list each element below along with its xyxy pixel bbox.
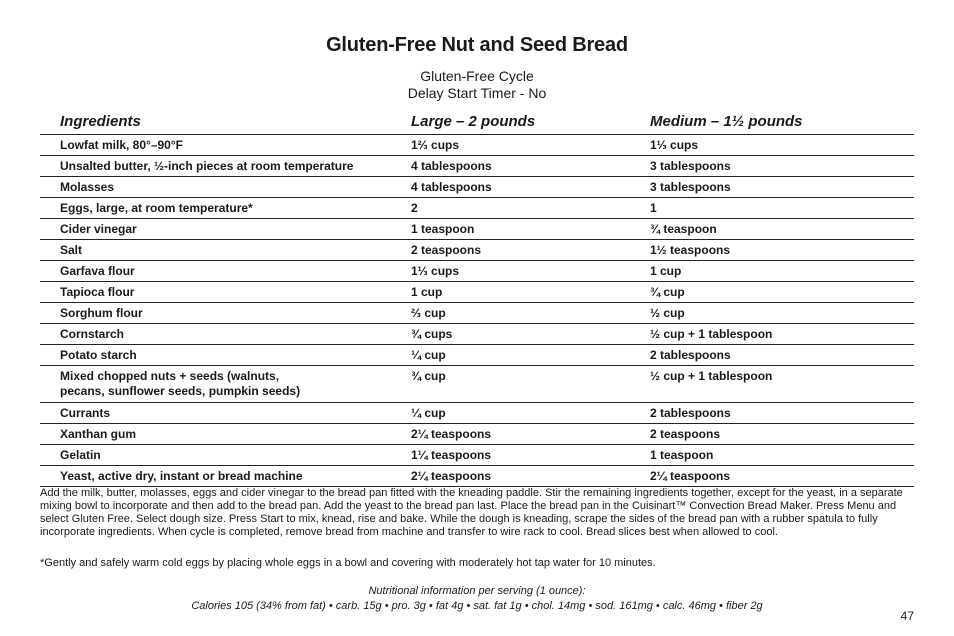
ingredient-cell: Yeast, active dry, instant or bread machine bbox=[60, 469, 303, 483]
medium-amount-cell: 1½ teaspoons bbox=[650, 243, 731, 257]
nutrition-values: Calories 105 (34% from fat) • carb. 15g • pro. 3g • fat 4g • sat. fat 1g • chol. 14mg • sod. 161mg • calc. 46mg • fiber 2g bbox=[191, 600, 763, 612]
ingredient-cell: Eggs, large, at room temperature* bbox=[60, 201, 253, 215]
large-amount-cell: 4 tablespoons bbox=[411, 159, 492, 173]
table-row bbox=[40, 303, 914, 324]
nutrition-info bbox=[0, 584, 954, 614]
large-amount-cell: 2¼ teaspoons bbox=[411, 469, 492, 483]
ingredient-cell: Cider vinegar bbox=[60, 222, 137, 236]
recipe-title: Gluten-Free Nut and Seed Bread bbox=[326, 34, 628, 56]
table-row bbox=[40, 324, 914, 345]
medium-amount-cell: 3 tablespoons bbox=[650, 180, 731, 194]
large-amount-cell: ¼ cup bbox=[411, 348, 446, 362]
medium-amount-cell: 2 tablespoons bbox=[650, 406, 731, 420]
table-header bbox=[40, 110, 914, 135]
ingredient-cell: Cornstarch bbox=[60, 327, 125, 341]
large-amount-cell: 2¼ teaspoons bbox=[411, 427, 492, 441]
large-amount-cell: ¾ cups bbox=[411, 327, 453, 341]
ingredient-line-1: Mixed chopped nuts + seeds (walnuts, bbox=[60, 369, 280, 383]
delay-timer-label: Delay Start Timer - No bbox=[407, 85, 547, 101]
ingredient-cell: Potato starch bbox=[60, 348, 137, 362]
large-amount-cell: ¼ cup bbox=[411, 406, 446, 420]
medium-amount-cell: ¾ teaspoon bbox=[650, 222, 717, 236]
large-amount-cell: ⅔ cup bbox=[411, 306, 446, 320]
ingredient-cell bbox=[60, 369, 400, 399]
medium-amount-cell: ½ cup bbox=[650, 306, 685, 320]
large-amount-cell: 1 cup bbox=[411, 285, 443, 299]
medium-amount-cell: 2 teaspoons bbox=[650, 427, 721, 441]
table-row bbox=[40, 261, 914, 282]
medium-amount-cell: 2¼ teaspoons bbox=[650, 469, 731, 483]
table-row bbox=[40, 198, 914, 219]
table-row bbox=[40, 135, 914, 156]
ingredient-cell: Gelatin bbox=[60, 448, 101, 462]
header-medium: Medium – 1½ pounds bbox=[650, 113, 803, 130]
table-row bbox=[40, 282, 914, 303]
table-row bbox=[40, 445, 914, 466]
table-row bbox=[40, 240, 914, 261]
recipe-subtitle bbox=[0, 68, 954, 102]
ingredients-table bbox=[40, 110, 914, 487]
table-row bbox=[40, 345, 914, 366]
ingredient-line-2: pecans, sunflower seeds, pumpkin seeds) bbox=[60, 384, 301, 398]
large-amount-cell: 2 teaspoons bbox=[411, 243, 482, 257]
table-row bbox=[40, 466, 914, 487]
medium-amount-cell: 1⅓ cups bbox=[650, 138, 699, 152]
table-row bbox=[40, 177, 914, 198]
large-amount-cell: 2 bbox=[411, 201, 418, 215]
ingredient-cell: Xanthan gum bbox=[60, 427, 137, 441]
table-row bbox=[40, 219, 914, 240]
ingredient-cell: Currants bbox=[60, 406, 111, 420]
large-amount-cell: 4 tablespoons bbox=[411, 180, 492, 194]
ingredient-cell: Molasses bbox=[60, 180, 115, 194]
cycle-label: Gluten-Free Cycle bbox=[420, 68, 534, 84]
medium-amount-cell: 1 teaspoon bbox=[650, 448, 714, 462]
table-row bbox=[40, 366, 914, 403]
medium-amount-cell: 1 cup bbox=[650, 264, 682, 278]
page-number: 47 bbox=[900, 609, 914, 623]
ingredient-cell: Garfava flour bbox=[60, 264, 135, 278]
table-row bbox=[40, 424, 914, 445]
instructions-paragraph: Add the milk, butter, molasses, eggs and cider vinegar to the bread pan fitted with the kneading paddle. Stir the remaining ingredients together, except for the yeast, in a separate mixing bowl to incorporate and then add to the bread pan. Add the yeast to the bread pan last. Place the bread pan in the Cuisinart™ Convection Bread Maker. Press Menu and select Gluten Free. Select dough size. Press Start to mix, knead, rise and bake. While the dough is kneading, scrape the sides of the bread pan with a rubber spatula to fully incorporate ingredients. When cycle is completed, remove bread from machine and transfer to wire rack to cool. Bread slices best when allowed to cool. bbox=[40, 487, 903, 538]
table-row bbox=[40, 403, 914, 424]
ingredient-cell: Sorghum flour bbox=[60, 306, 143, 320]
medium-amount-cell: ½ cup + 1 tablespoon bbox=[650, 327, 773, 341]
table-row bbox=[40, 156, 914, 177]
large-amount-cell: 1¼ teaspoons bbox=[411, 448, 492, 462]
egg-footnote: *Gently and safely warm cold eggs by placing whole eggs in a bowl and covering with moderately hot tap water for 10 minutes. bbox=[40, 557, 656, 569]
large-amount-cell: 1 teaspoon bbox=[411, 222, 475, 236]
nutrition-heading: Nutritional information per serving (1 ounce): bbox=[368, 585, 586, 597]
medium-amount-cell: 2 tablespoons bbox=[650, 348, 731, 362]
ingredient-cell: Lowfat milk, 80°–90°F bbox=[60, 138, 183, 152]
header-ingredients: Ingredients bbox=[60, 113, 141, 130]
ingredient-cell: Tapioca flour bbox=[60, 285, 135, 299]
medium-amount-cell: ¾ cup bbox=[650, 285, 685, 299]
large-amount-cell: 1⅓ cups bbox=[411, 264, 460, 278]
large-amount-cell: ¾ cup bbox=[411, 369, 446, 383]
medium-amount-cell: 3 tablespoons bbox=[650, 159, 731, 173]
ingredient-cell: Unsalted butter, ½-inch pieces at room temperature bbox=[60, 159, 354, 173]
ingredient-cell: Salt bbox=[60, 243, 83, 257]
medium-amount-cell: ½ cup + 1 tablespoon bbox=[650, 369, 773, 383]
large-amount-cell: 1⅔ cups bbox=[411, 138, 460, 152]
medium-amount-cell: 1 bbox=[650, 201, 657, 215]
header-large: Large – 2 pounds bbox=[411, 113, 536, 130]
